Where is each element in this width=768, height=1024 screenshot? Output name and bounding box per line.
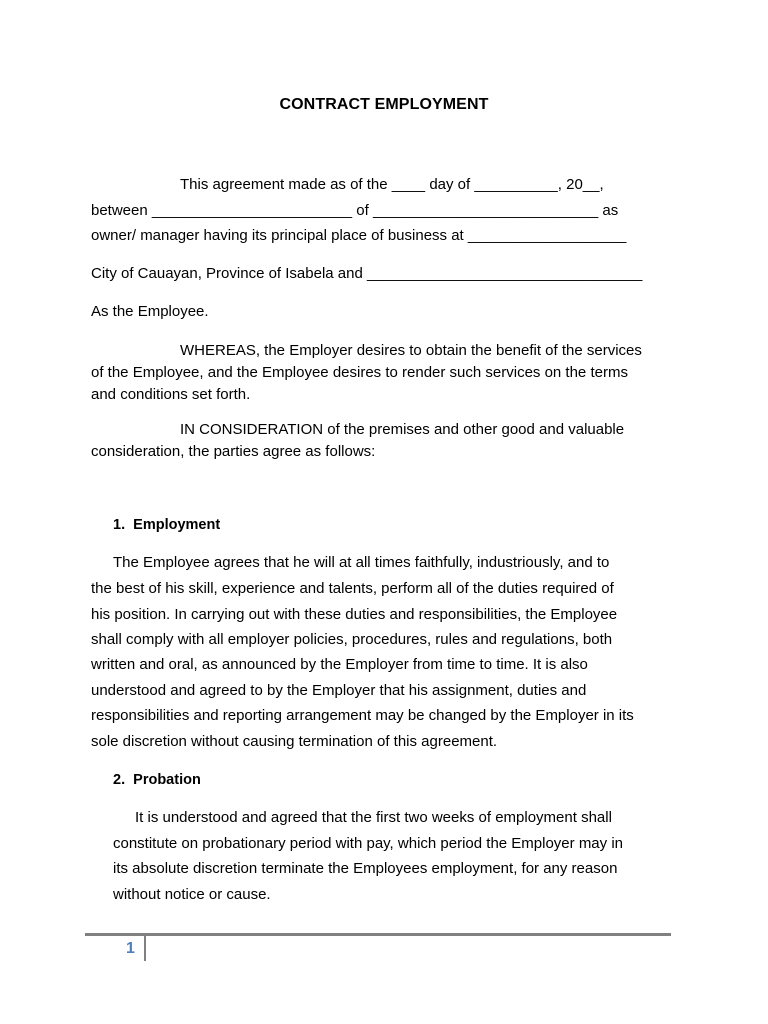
footer-rule [85,933,671,936]
intro-line-5: As the Employee. [91,303,209,320]
intro-line-4: City of Cauayan, Province of Isabela and _________________________________ [91,265,643,282]
intro-line-2: between ________________________ of ___________________________ as [91,202,619,219]
probation-paragraph-line: without notice or cause. [113,886,271,903]
intro-line-1: This agreement made as of the ____ day of __________, 20__, [180,176,604,193]
employment-paragraph-line: shall comply with all employer policies, procedures, rules and regulations, both [91,631,613,648]
employment-paragraph-line: responsibilities and reporting arrangement may be changed by the Employer in its [91,707,634,724]
section-heading-employment: 1. Employment [113,517,221,533]
document-title: CONTRACT EMPLOYMENT [279,96,489,113]
section-heading-probation: 2. Probation [113,772,201,788]
probation-paragraph-line: It is understood and agreed that the first two weeks of employment shall [135,809,612,826]
whereas-line-2: of the Employee, and the Employee desires to render such services on the terms [91,364,628,381]
whereas-line-3: and conditions set forth. [91,386,251,403]
page-number: 1 [126,940,135,957]
employment-paragraph-line: The Employee agrees that he will at all times faithfully, industriously, and to [113,554,610,571]
probation-paragraph-line: its absolute discretion terminate the Employees employment, for any reason [113,860,618,877]
employment-paragraph-line: his position. In carrying out with these duties and responsibilities, the Employee [91,606,618,623]
employment-paragraph-line: written and oral, as announced by the Employer from time to time. It is also [91,656,588,673]
page-number-divider [144,935,146,961]
employment-paragraph-line: sole discretion without causing termination of this agreement. [91,733,498,750]
employment-paragraph-line: understood and agreed to by the Employer that his assignment, duties and [91,682,587,699]
consideration-line-1: IN CONSIDERATION of the premises and other good and valuable [180,421,625,438]
whereas-line-1: WHEREAS, the Employer desires to obtain the benefit of the services [180,342,642,359]
employment-paragraph-line: the best of his skill, experience and talents, perform all of the duties required of [91,580,614,597]
consideration-line-2: consideration, the parties agree as follows: [91,443,376,460]
probation-paragraph-line: constitute on probationary period with pay, which period the Employer may in [113,835,623,852]
intro-line-3: owner/ manager having its principal place of business at ___________________ [91,227,627,244]
